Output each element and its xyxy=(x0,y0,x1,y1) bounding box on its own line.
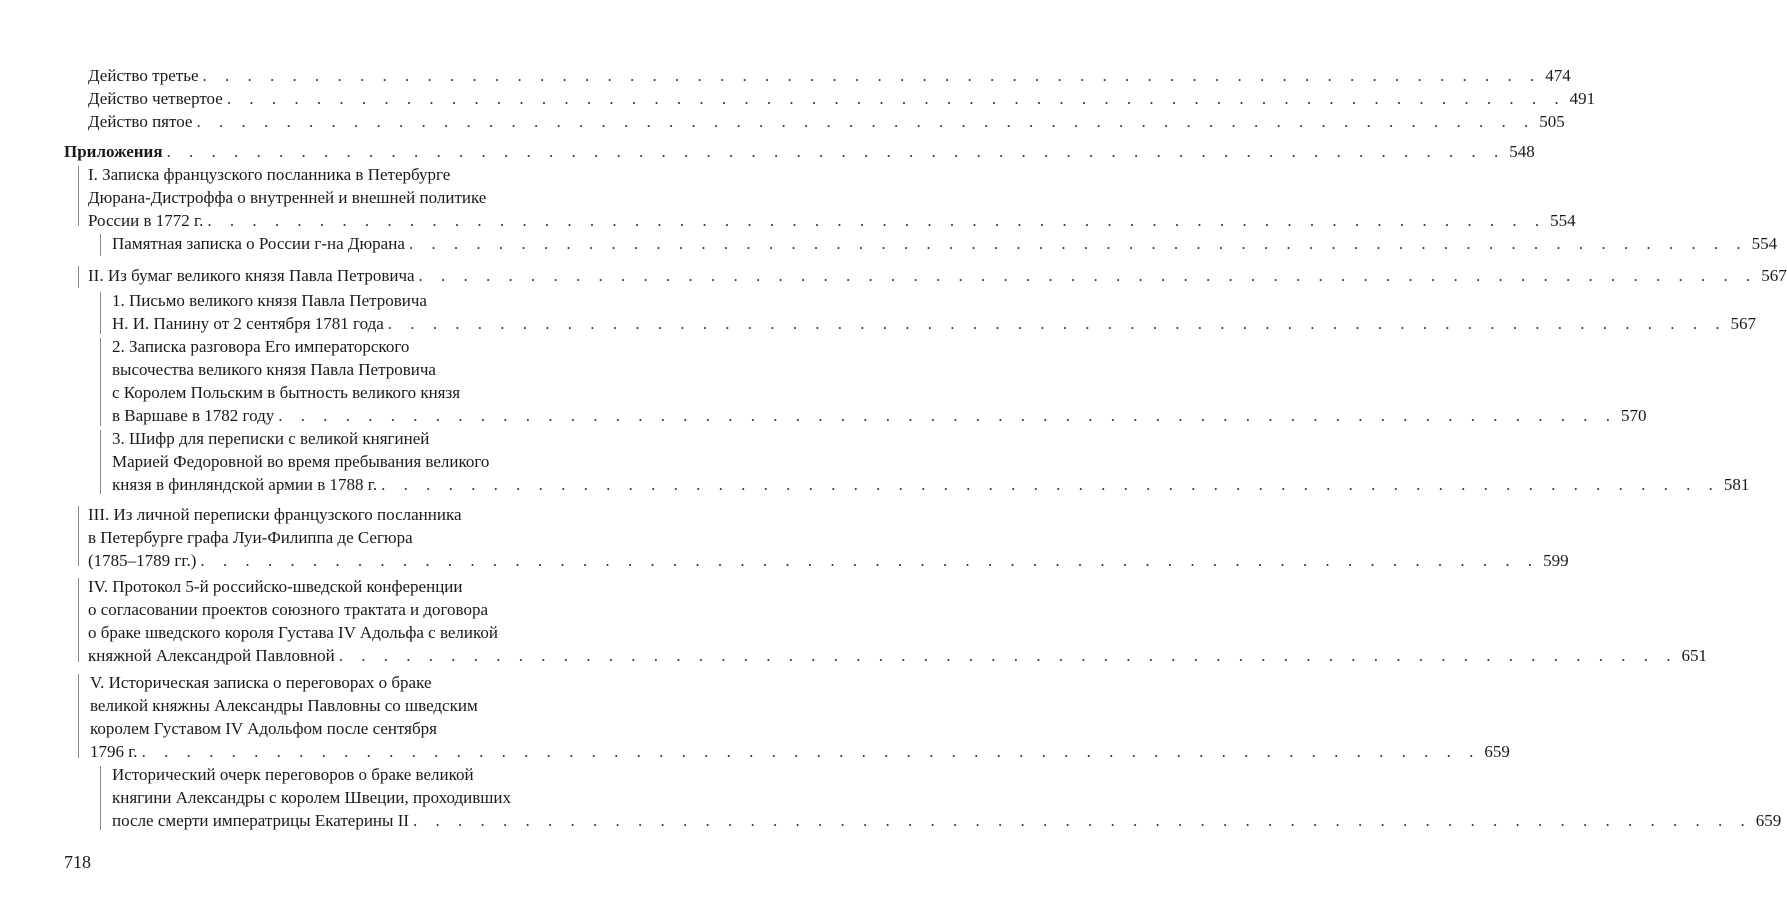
leader-dots: . . . . . . . . . . . . . . . . . . . . . . . . . . . . . . . . . . . . . . . . . . . . . . . . . . . . . . . . . . . . xyxy=(166,142,1506,161)
indent-rule xyxy=(100,292,101,334)
toc-page-number: 554 xyxy=(1751,234,1778,253)
page-number: 718 xyxy=(64,852,91,872)
toc-entry-title: IV. Протокол 5-й российско-шведской конференции xyxy=(88,577,463,596)
toc-entry-title: Дюрана-Дистроффа о внутренней и внешней политике xyxy=(88,188,487,207)
toc-entry-title: Действо пятое xyxy=(88,112,193,131)
toc-page-number: 659 xyxy=(1484,742,1510,761)
toc-entry-appendix-2-1 xyxy=(112,289,1757,335)
toc-entry-appendix-3 xyxy=(88,503,1569,572)
toc-page-number: 567 xyxy=(1730,314,1757,333)
toc-entry-title: Памятная записка о России г-на Дюрана xyxy=(112,234,405,253)
toc-entry-title: I. Записка французского посланника в Петербурге xyxy=(88,165,451,184)
leader-dots: . . . . . . . . . . . . . . . . . . . . . . . . . . . . . . . . . . . . . . . . . . . . . . . . . . . . . . . . . . . . xyxy=(408,234,1748,253)
toc-page-number: 548 xyxy=(1509,142,1535,161)
leader-dots: . . . . . . . . . . . . . . . . . . . . . . . . . . . . . . . . . . . . . . . . . . . . . . . . . . . . . . . . . . . . xyxy=(338,646,1678,665)
leader-dots: . . . . . . . . . . . . . . . . . . . . . . . . . . . . . . . . . . . . . . . . . . . . . . . . . . . . . . . . . . . . xyxy=(202,66,1542,85)
toc-entry-act-four xyxy=(88,87,1596,110)
toc-entry-title: Марией Федоровной во время пребывания великого xyxy=(112,452,490,471)
toc-entry-appendix-2 xyxy=(88,264,1787,287)
toc-entry-title: высочества великого князя Павла Петровича xyxy=(112,360,436,379)
toc-entry-title: с Королем Польским в бытность великого князя xyxy=(112,383,461,402)
toc-entry-title: Исторический очерк переговоров о браке великой xyxy=(112,765,474,784)
toc-page-number: 659 xyxy=(1755,811,1782,830)
indent-rule xyxy=(78,506,79,566)
toc-entry-title: о браке шведского короля Густава IV Адольфа с великой xyxy=(88,623,499,642)
toc-entry-appendix-1 xyxy=(88,163,1576,232)
toc-page-number: 491 xyxy=(1569,89,1596,108)
toc-page-number: 554 xyxy=(1550,211,1576,230)
toc-entry-title: III. Из личной переписки французского посланника xyxy=(88,505,462,524)
toc-entry-title: в Варшаве в 1782 году xyxy=(112,406,275,425)
toc-page-number: 599 xyxy=(1543,551,1569,570)
indent-rule xyxy=(100,766,101,830)
toc-entry-title: V. Историческая записка о переговорах о браке xyxy=(90,673,432,692)
toc-entry-title: 2. Записка разговора Его императорского xyxy=(112,337,410,356)
toc-entry-title: Н. И. Панину от 2 сентября 1781 года xyxy=(112,314,384,333)
toc-entry-appendix-4 xyxy=(88,575,1707,667)
toc-page-number: 570 xyxy=(1621,406,1647,425)
toc-entry-title: России в 1772 г. xyxy=(88,211,204,230)
toc-entry-appendix-2-3 xyxy=(112,427,1750,496)
toc-entry-title: княгини Александры с королем Швеции, проходивших xyxy=(112,788,511,807)
toc-page-number: 651 xyxy=(1681,646,1707,665)
indent-rule xyxy=(100,338,101,426)
toc-entry-appendix-1a xyxy=(112,232,1778,255)
indent-rule xyxy=(100,234,101,256)
toc-entry-title: (1785–1789 гг.) xyxy=(88,551,197,570)
leader-dots: . . . . . . . . . . . . . . . . . . . . . . . . . . . . . . . . . . . . . . . . . . . . . . . . . . . . . . . . . . . . xyxy=(196,112,1536,131)
indent-rule xyxy=(100,430,101,494)
indent-rule xyxy=(78,166,79,226)
toc-entry-act-five xyxy=(88,110,1565,133)
toc-entry-appendices xyxy=(64,140,1535,163)
toc-entry-title: Действо третье xyxy=(88,66,199,85)
leader-dots: . . . . . . . . . . . . . . . . . . . . . . . . . . . . . . . . . . . . . . . . . . . . . . . . . . . . . . . . . . . . xyxy=(418,266,1758,285)
toc-entry-title: в Петербурге графа Луи-Филиппа де Сегюра xyxy=(88,528,413,547)
toc-entry-title: 1. Письмо великого князя Павла Петровича xyxy=(112,291,427,310)
indent-rule xyxy=(78,578,79,662)
toc-entry-title: о согласовании проектов союзного трактата и договора xyxy=(88,600,488,619)
toc-page-number: 567 xyxy=(1761,266,1787,285)
leader-dots: . . . . . . . . . . . . . . . . . . . . . . . . . . . . . . . . . . . . . . . . . . . . . . . . . . . . . . . . . . . . xyxy=(413,811,1752,830)
toc-entry-title: королем Густавом IV Адольфом после сентября xyxy=(90,719,437,738)
toc-entry-title: Действо четвертое xyxy=(88,89,223,108)
leader-dots: . . . . . . . . . . . . . . . . . . . . . . . . . . . . . . . . . . . . . . . . . . . . . . . . . . . . . . . . . . . . xyxy=(387,314,1727,333)
toc-section-heading: Приложения xyxy=(64,142,163,161)
toc-page-number: 474 xyxy=(1545,66,1571,85)
toc-entry-title: княжной Александрой Павловной xyxy=(88,646,335,665)
toc-entry-appendix-5a xyxy=(112,763,1782,832)
toc-entry-act-three xyxy=(88,64,1571,87)
leader-dots: . . . . . . . . . . . . . . . . . . . . . . . . . . . . . . . . . . . . . . . . . . . . . . . . . . . . . . . . . . . . xyxy=(141,742,1481,761)
toc-entry-title: великой княжны Александры Павловны со шведским xyxy=(90,696,478,715)
leader-dots: . . . . . . . . . . . . . . . . . . . . . . . . . . . . . . . . . . . . . . . . . . . . . . . . . . . . . . . . . . . . xyxy=(278,406,1618,425)
leader-dots: . . . . . . . . . . . . . . . . . . . . . . . . . . . . . . . . . . . . . . . . . . . . . . . . . . . . . . . . . . . . xyxy=(226,89,1566,108)
toc-entry-appendix-5 xyxy=(90,671,1510,763)
toc-entry-title: II. Из бумаг великого князя Павла Петровича xyxy=(88,266,415,285)
toc-page-number: 505 xyxy=(1539,112,1565,131)
toc-entry-title: после смерти императрицы Екатерины II xyxy=(112,811,410,830)
leader-dots: . . . . . . . . . . . . . . . . . . . . . . . . . . . . . . . . . . . . . . . . . . . . . . . . . . . . . . . . . . . . xyxy=(207,211,1547,230)
toc-entry-appendix-2-2 xyxy=(112,335,1647,427)
leader-dots: . . . . . . . . . . . . . . . . . . . . . . . . . . . . . . . . . . . . . . . . . . . . . . . . . . . . . . . . . . . . xyxy=(381,475,1720,494)
toc-entry-title: 3. Шифр для переписки с великой княгиней xyxy=(112,429,430,448)
indent-rule xyxy=(78,674,79,758)
toc-entry-title: 1796 г. xyxy=(90,742,138,761)
toc-entry-title: князя в финляндской армии в 1788 г. xyxy=(112,475,378,494)
toc-page-number: 581 xyxy=(1723,475,1750,494)
indent-rule xyxy=(78,266,79,288)
leader-dots: . . . . . . . . . . . . . . . . . . . . . . . . . . . . . . . . . . . . . . . . . . . . . . . . . . . . . . . . . . . . xyxy=(200,551,1540,570)
